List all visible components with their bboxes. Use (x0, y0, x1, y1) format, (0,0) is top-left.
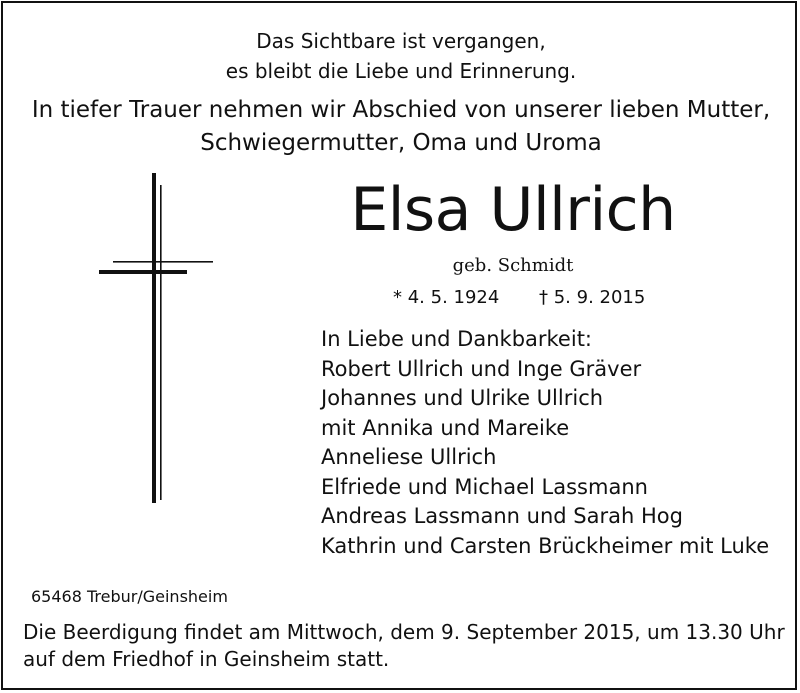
funeral-line-2: auf dem Friedhof in Geinsheim statt. (23, 647, 390, 671)
mourner-line: Anneliese Ullrich (321, 445, 497, 469)
mourner-line: mit Annika und Mareike (321, 415, 570, 440)
mourners-heading: In Liebe und Dankbarkeit: (321, 327, 593, 351)
motto-line-2: es bleibt die Liebe und Erinnerung. (225, 59, 577, 83)
death-date: † 5. 9. 2015 (539, 287, 646, 308)
mourners-list (321, 325, 769, 561)
mourner-line: Kathrin und Carsten Brückheimer mit Luke (321, 533, 770, 558)
intro-line-2: Schwiegermutter, Oma und Uroma (200, 130, 602, 156)
mourner-line: Andreas Lassmann und Sarah Hog (321, 504, 683, 528)
motto-line-1: Das Sichtbare ist vergangen, (256, 29, 546, 53)
mourner-line: Elfriede und Michael Lassmann (321, 474, 648, 499)
cross-icon (99, 173, 219, 508)
notice-frame (1, 1, 797, 690)
funeral-details (23, 619, 785, 673)
maiden-name: geb. Schmidt (452, 255, 574, 276)
place-of-residence: 65468 Trebur/Geinsheim (31, 587, 228, 606)
mourner-line: Robert Ullrich und Inge Gräver (321, 356, 642, 381)
intro-line-1: In tiefer Trauer nehmen wir Abschied von unserer lieben Mutter, (31, 97, 771, 123)
deceased-name: Elsa Ullrich (350, 175, 676, 245)
mourner-line: Johannes und Ulrike Ullrich (321, 386, 604, 410)
funeral-line-1: Die Beerdigung findet am Mittwoch, dem 9. September 2015, um 13.30 Uhr (23, 620, 785, 644)
birth-date: * 4. 5. 1924 (393, 287, 500, 308)
